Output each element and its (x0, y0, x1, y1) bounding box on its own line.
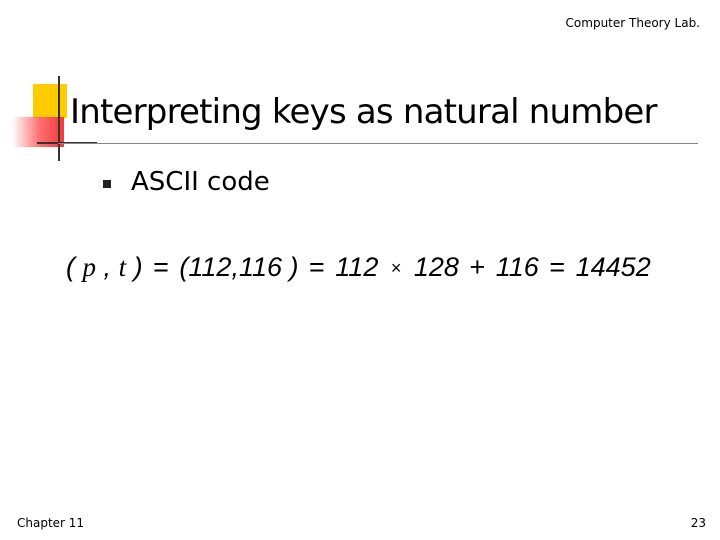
header-label: Computer Theory Lab. (565, 16, 700, 30)
equals-sign: = (309, 252, 325, 282)
bullet-text: ASCII code (131, 167, 270, 197)
footer-chapter: Chapter 11 (17, 516, 85, 530)
deco-yellow-square (33, 84, 67, 118)
equation-operand-c: 116 (495, 252, 539, 282)
bullet-item (103, 167, 270, 197)
equation-operand-b: 128 (413, 252, 459, 282)
equation-comma: , (103, 252, 112, 282)
equation-operand-a: 112 (335, 252, 379, 282)
equation-close-paren: ) (133, 252, 143, 282)
equation-open-paren: ( (66, 252, 75, 282)
footer-page-number: 23 (690, 516, 706, 530)
equation-tuple: (112,116 ) (179, 252, 299, 282)
plus-sign: + (469, 252, 486, 282)
equals-sign: = (549, 252, 566, 282)
times-sign: × (390, 258, 402, 278)
equation (66, 252, 651, 283)
slide-title: Interpreting keys as natural number (70, 92, 657, 132)
square-bullet-icon (103, 180, 111, 188)
title-rule (58, 143, 698, 144)
deco-vertical-line (58, 76, 60, 161)
equals-sign: = (153, 252, 169, 282)
equation-result: 14452 (575, 252, 651, 282)
equation-var-p: p (82, 252, 97, 282)
equation-var-t: t (118, 252, 127, 282)
